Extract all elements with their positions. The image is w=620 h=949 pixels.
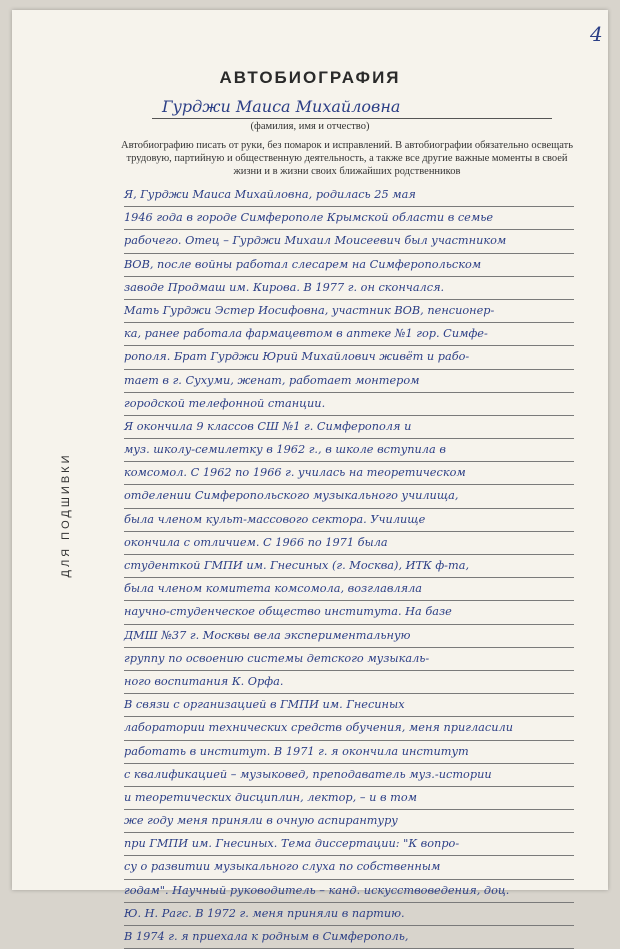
handwritten-line: студенткой ГМПИ им. Гнесиных (г. Москва), ИТК ф-та, — [124, 555, 574, 578]
handwritten-line: при ГМПИ им. Гнесиных. Тема диссертации: "К вопро- — [124, 833, 574, 856]
handwritten-line: научно-студенческое общество института. На базе — [124, 601, 574, 624]
handwritten-line: ного воспитания К. Орфа. — [124, 671, 574, 694]
handwritten-line: и теоретических дисциплин, лектор, – и в том — [124, 787, 574, 810]
handwritten-line: годам". Научный руководитель – канд. искусствоведения, доц. — [124, 880, 574, 903]
handwritten-line: В 1974 г. я приехала к родным в Симферополь, — [124, 926, 574, 949]
name-underline — [152, 118, 552, 119]
document-title: АВТОБИОГРАФИЯ — [219, 68, 401, 87]
handwritten-line: Мать Гурджи Эстер Иосифовна, участник ВОВ, пенсионер- — [124, 300, 574, 323]
handwritten-line: ДМШ №37 г. Москвы вела экспериментальную — [124, 625, 574, 648]
handwritten-line: Я окончила 9 классов СШ №1 г. Симферополя и — [124, 416, 574, 439]
handwritten-line: была членом культ-массового сектора. Училище — [124, 509, 574, 532]
handwritten-line: ВОВ, после войны работал слесарем на Симферопольском — [124, 254, 574, 277]
handwritten-line: рополя. Брат Гурджи Юрий Михайлович живёт и рабо- — [124, 346, 574, 369]
handwritten-line: Я, Гурджи Маиса Михайловна, родилась 25 мая — [124, 184, 574, 207]
handwritten-line: Ю. Н. Рагс. В 1972 г. меня приняли в партию. — [124, 903, 574, 926]
handwritten-line: 1946 года в городе Симферополе Крымской области в семье — [124, 207, 574, 230]
handwritten-line: В связи с организацией в ГМПИ им. Гнесиных — [124, 694, 574, 717]
handwritten-line: окончила с отличием. С 1966 по 1971 была — [124, 532, 574, 555]
handwritten-line: заводе Продмаш им. Кирова. В 1977 г. он скончался. — [124, 277, 574, 300]
handwritten-line: работать в институт. В 1971 г. я окончила институт — [124, 741, 574, 764]
handwritten-line: отделении Симферопольского музыкального училища, — [124, 485, 574, 508]
handwritten-line: комсомол. С 1962 по 1966 г. училась на теоретическом — [124, 462, 574, 485]
handwritten-body — [124, 184, 574, 949]
name-caption: (фамилия, имя и отчество) — [250, 121, 370, 132]
handwritten-line: группу по освоению системы детского музыкаль- — [124, 648, 574, 671]
form-instructions: Автобиографию писать от руки, без помарок и исправлений. В автобиографии обязательно освещать трудовую, партийную и общественную деятельность, а также все другие важные моменты в своей жизни и в жизни своих ближайших родственников — [121, 140, 573, 177]
page-number: 4 — [590, 22, 603, 46]
handwritten-line: же году меня приняли в очную аспирантуру — [124, 810, 574, 833]
handwritten-line: лаборатории технических средств обучения, меня пригласили — [124, 717, 574, 740]
handwritten-line: была членом комитета комсомола, возглавляла — [124, 578, 574, 601]
handwritten-line: муз. школу-семилетку в 1962 г., в школе вступила в — [124, 439, 574, 462]
handwritten-line: ка, ранее работала фармацевтом в аптеке №1 гор. Симфе- — [124, 323, 574, 346]
handwritten-line: су о развитии музыкального слуха по собственным — [124, 856, 574, 879]
handwritten-line: рабочего. Отец – Гурджи Михаил Моисеевич был участником — [124, 230, 574, 253]
handwritten-line: тает в г. Сухуми, женат, работает монтером — [124, 370, 574, 393]
binding-margin-label: ДЛЯ ПОДШИВКИ — [60, 452, 72, 578]
autobiography-form — [12, 10, 608, 943]
handwritten-line: с квалификацией – музыковед, преподаватель муз.-истории — [124, 764, 574, 787]
full-name-handwritten: Гурджи Маиса Михайловна — [162, 97, 401, 116]
handwritten-line: городской телефонной станции. — [124, 393, 574, 416]
